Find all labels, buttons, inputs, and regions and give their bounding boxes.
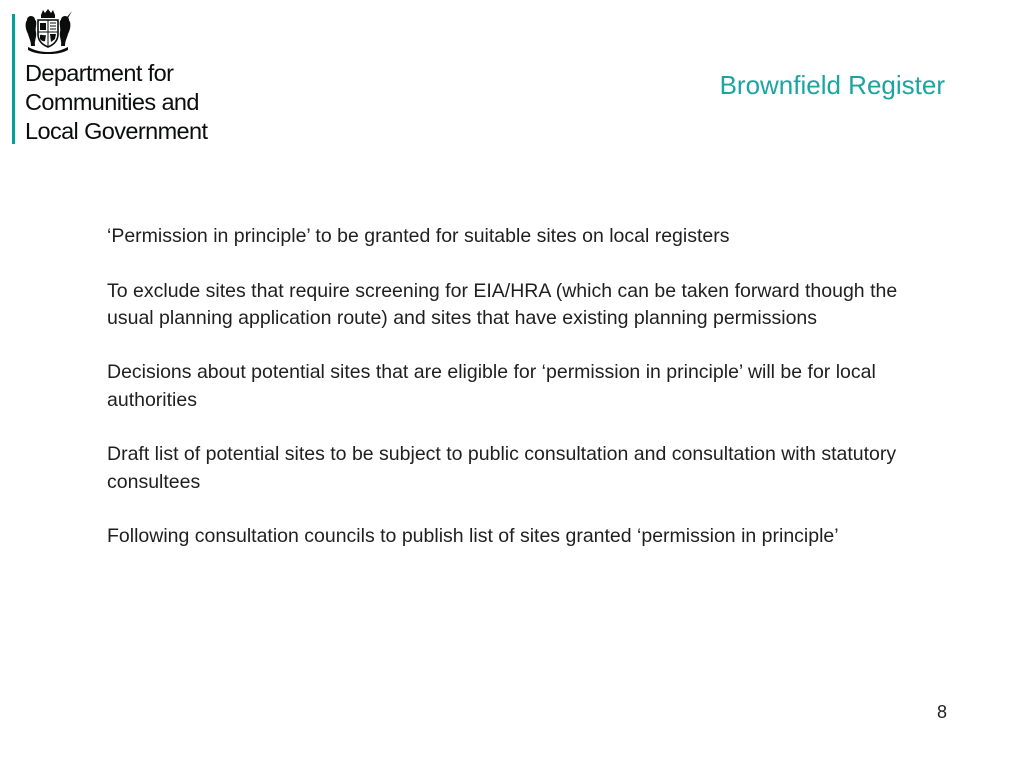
department-logo — [12, 8, 272, 142]
department-name-line-1: Department for — [25, 60, 174, 86]
body-paragraph-exclusions: To exclude sites that require screening for EIA/HRA (which can be taken forward though the usual planning application route) and sites that have existing planning permissions — [107, 279, 898, 329]
slide-title: Brownfield Register — [719, 70, 945, 100]
department-name-line-3: Local Government — [25, 118, 208, 144]
body-paragraph-publication: Following consultation councils to publish list of sites granted ‘permission in principle’ — [107, 525, 839, 548]
department-name-line-2: Communities and — [25, 89, 199, 115]
page-number: 8 — [936, 702, 947, 722]
department-name — [25, 59, 207, 146]
body-paragraph-decisions: Decisions about potential sites that are eligible for ‘permission in principle’ will be for local authorities — [107, 361, 876, 411]
logo-accent-rule — [12, 14, 15, 144]
slide-body — [107, 223, 947, 578]
body-paragraph-permission: ‘Permission in principle’ to be granted for suitable sites on local registers — [107, 225, 730, 247]
body-paragraph-draft-list: Draft list of potential sites to be subject to public consultation and consultation with statutory consultees — [107, 443, 897, 493]
royal-coat-of-arms-icon — [22, 8, 74, 54]
